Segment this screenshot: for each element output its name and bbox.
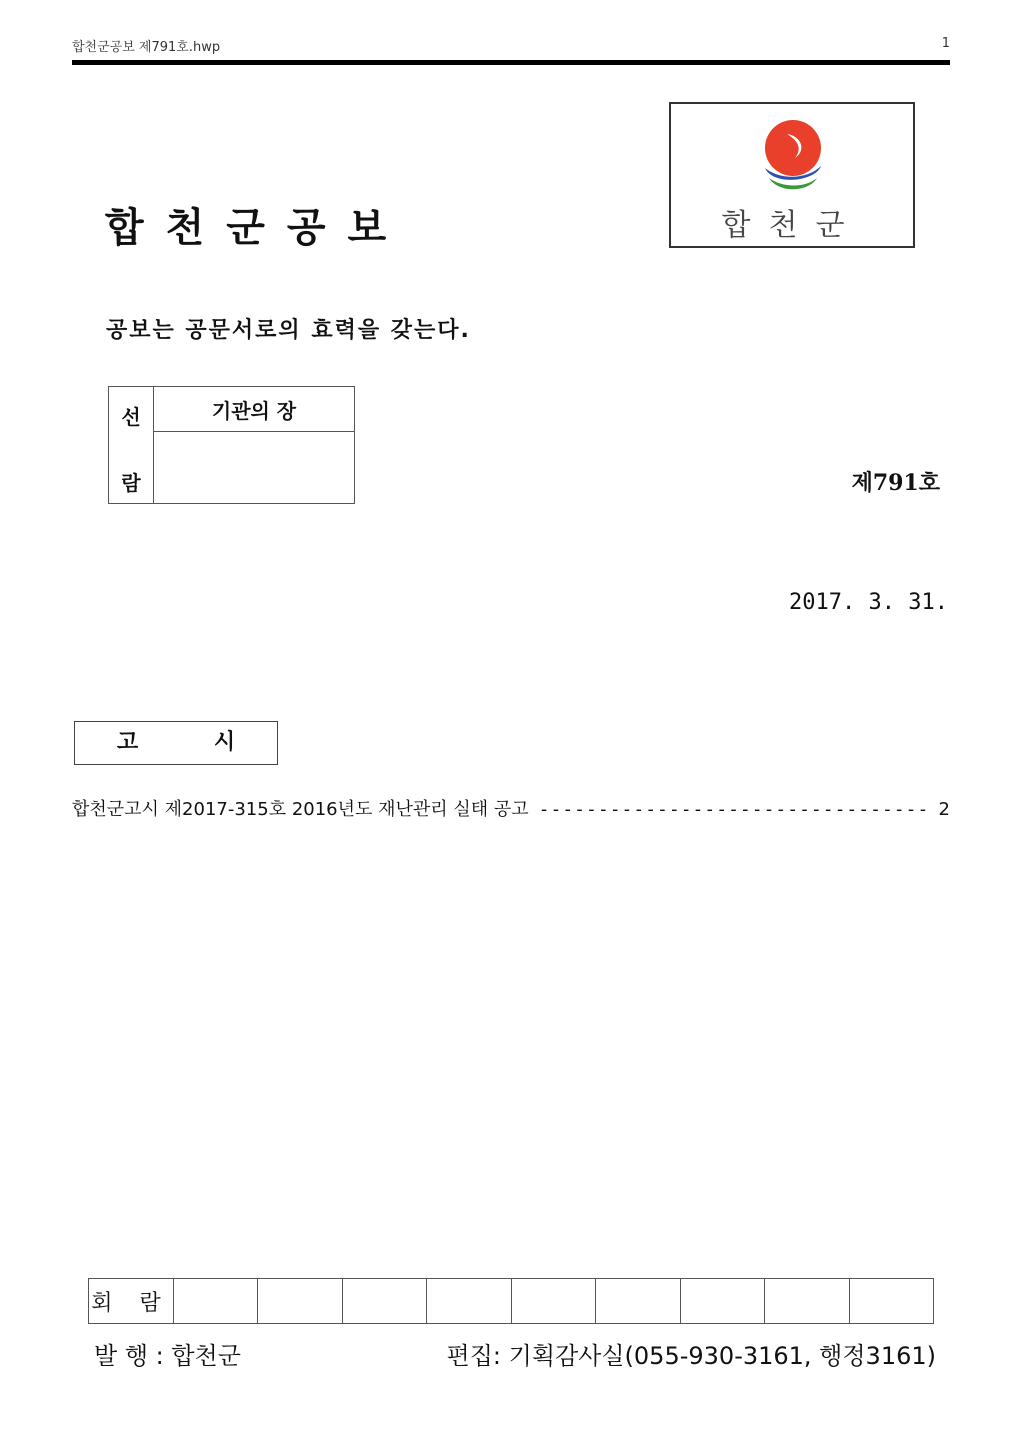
footer-editor: 편집: 기획감사실(055-930-3161, 행정3161) <box>446 1342 936 1370</box>
review-table <box>108 386 355 504</box>
gazette-title: 합천군공보 <box>105 205 409 251</box>
gazette-subtitle: 공보는 공문서로의 효력을 갖는다. <box>106 318 471 343</box>
circulation-cell <box>680 1279 764 1324</box>
header-rule <box>72 60 950 65</box>
circulation-cell <box>849 1279 934 1324</box>
circulation-cell <box>511 1279 595 1324</box>
header-page-number: 1 <box>941 36 950 51</box>
issue-date: 2017. 3. 31. <box>789 590 948 615</box>
review-side-label <box>109 387 154 504</box>
review-header: 기관의 장 <box>154 387 355 432</box>
circulation-label: 회 람 <box>89 1279 174 1324</box>
circulation-cell <box>427 1279 511 1324</box>
section-heading: 고 시 <box>74 721 278 765</box>
review-signature-cell <box>154 432 355 504</box>
county-logo <box>669 102 915 248</box>
circulation-table <box>88 1278 934 1324</box>
toc-entry-page: 2 <box>938 799 950 820</box>
toc-leader <box>539 799 931 820</box>
circulation-cell <box>342 1279 426 1324</box>
circulation-cell <box>596 1279 680 1324</box>
county-emblem-icon <box>757 116 829 198</box>
circulation-cell <box>258 1279 342 1324</box>
issue-number: 제791호 <box>851 470 940 496</box>
review-side-top: 선 <box>121 405 141 429</box>
toc-entry[interactable] <box>72 795 950 821</box>
logo-text: 합천군 <box>721 208 863 243</box>
review-side-bottom: 람 <box>121 471 141 495</box>
toc-entry-title: 합천군고시 제2017-315호 2016년도 재난관리 실태 공고 <box>72 799 529 820</box>
header-filename: 합천군공보 제791호.hwp <box>72 40 221 55</box>
circulation-cell <box>765 1279 849 1324</box>
circulation-cell <box>174 1279 258 1324</box>
footer-publisher: 발 행 : 합천군 <box>94 1342 241 1370</box>
